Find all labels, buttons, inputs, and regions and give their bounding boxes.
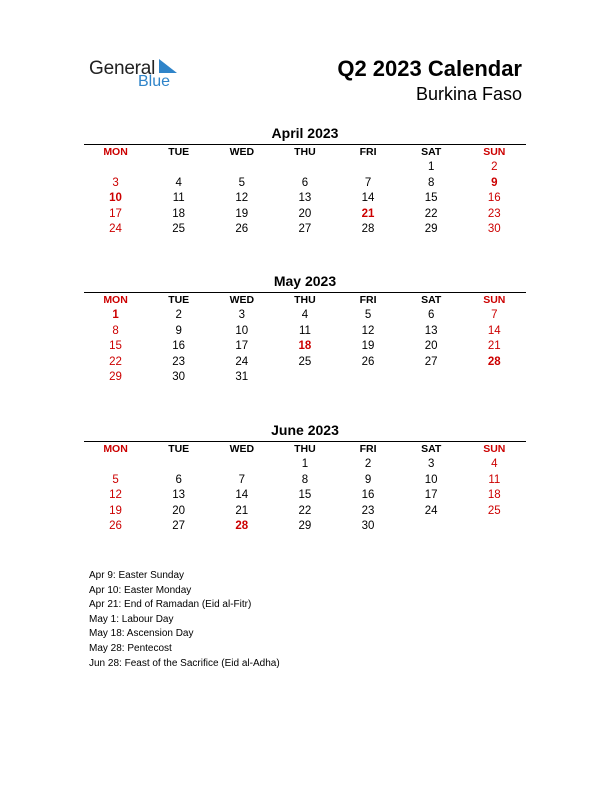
- holiday-item: May 28: Pentecost: [89, 642, 172, 654]
- day-cell: 10: [109, 192, 122, 205]
- day-cell: 16: [361, 489, 375, 502]
- day-cell: 20: [424, 340, 438, 353]
- day-cell: 3: [112, 176, 119, 189]
- weekday-header: SAT: [421, 443, 442, 455]
- holiday-item: Apr 10: Easter Monday: [89, 584, 192, 596]
- day-cell: 26: [235, 223, 249, 236]
- day-cell: 13: [298, 192, 312, 205]
- day-cell: 3: [427, 458, 435, 470]
- day-cell: 12: [361, 324, 375, 337]
- calendar-grid: [84, 293, 526, 386]
- day-cell: 2: [491, 161, 498, 173]
- weekday-header: WED: [229, 146, 255, 158]
- day-cell: 24: [424, 504, 438, 517]
- empty-day-cell: [400, 370, 463, 386]
- day-cell: 18: [298, 340, 312, 353]
- day-cell: 28: [235, 520, 249, 533]
- empty-day-cell: [337, 160, 400, 176]
- weekday-header: SUN: [483, 443, 506, 455]
- day-cell: 9: [175, 324, 182, 337]
- day-cell: 12: [109, 489, 122, 502]
- calendar-grid: [84, 145, 526, 238]
- day-cell: 29: [424, 223, 438, 236]
- day-cell: 22: [109, 355, 122, 368]
- day-cell: 15: [298, 489, 312, 502]
- day-cell: 26: [361, 355, 375, 368]
- day-cell: 22: [298, 504, 312, 517]
- day-cell: 7: [238, 473, 246, 486]
- day-cell: 4: [491, 458, 498, 470]
- weekday-header: TUE: [168, 294, 190, 306]
- day-cell: 8: [112, 324, 119, 337]
- day-cell: 14: [487, 324, 501, 337]
- day-cell: 14: [361, 192, 375, 205]
- day-cell: 4: [175, 176, 182, 189]
- month-title: April 2023: [271, 125, 339, 141]
- weekday-header: MON: [103, 146, 128, 158]
- day-cell: 11: [488, 473, 501, 486]
- day-cell: 30: [361, 520, 375, 533]
- day-cell: 17: [235, 340, 249, 353]
- day-cell: 28: [361, 223, 375, 236]
- day-cell: 16: [172, 340, 186, 353]
- day-cell: 7: [364, 176, 372, 189]
- day-cell: 9: [364, 473, 372, 486]
- weekday-header: FRI: [359, 443, 377, 455]
- day-cell: 27: [172, 520, 186, 533]
- day-cell: 18: [487, 489, 501, 502]
- day-cell: 5: [112, 473, 119, 486]
- day-cell: 7: [491, 309, 498, 321]
- day-cell: 1: [301, 458, 309, 470]
- day-cell: 12: [235, 192, 249, 205]
- day-cell: 19: [235, 207, 249, 220]
- weekday-header: THU: [294, 294, 316, 306]
- day-cell: 22: [424, 207, 438, 220]
- weekday-header: FRI: [359, 146, 377, 158]
- day-cell: 6: [175, 473, 182, 486]
- logo-triangle-icon: [159, 59, 177, 73]
- empty-day-cell: [273, 370, 336, 386]
- weekday-header: FRI: [359, 294, 377, 306]
- day-cell: 31: [235, 371, 249, 384]
- weekday-header: SUN: [483, 294, 506, 306]
- month-june: [84, 421, 526, 535]
- day-cell: 25: [172, 223, 186, 236]
- holiday-item: Apr 21: End of Ramadan (Eid al-Fitr): [89, 599, 252, 611]
- day-cell: 1: [112, 309, 119, 321]
- day-cell: 4: [301, 309, 309, 321]
- day-cell: 24: [109, 223, 122, 236]
- day-cell: 8: [427, 176, 435, 189]
- weekday-header: SUN: [483, 146, 506, 158]
- weekday-header: MON: [103, 443, 128, 455]
- day-cell: 15: [424, 192, 438, 205]
- empty-day-cell: [210, 160, 273, 176]
- day-cell: 6: [301, 176, 309, 189]
- day-cell: 21: [235, 504, 249, 517]
- holiday-list: [89, 569, 280, 671]
- calendar-grid: [84, 442, 526, 535]
- empty-day-cell: [84, 160, 147, 176]
- day-cell: 21: [487, 340, 501, 353]
- day-cell: 2: [175, 309, 182, 321]
- weekday-header: THU: [294, 146, 316, 158]
- day-cell: 30: [487, 223, 501, 236]
- day-cell: 13: [424, 324, 438, 337]
- day-cell: 15: [109, 340, 122, 353]
- month-title: June 2023: [271, 422, 339, 438]
- day-cell: 11: [172, 192, 185, 205]
- month-title: May 2023: [273, 273, 337, 289]
- weekday-header: THU: [294, 443, 316, 455]
- weekday-header: SAT: [421, 146, 442, 158]
- day-cell: 5: [238, 176, 246, 189]
- day-cell: 11: [298, 324, 311, 337]
- day-cell: 17: [109, 207, 122, 220]
- day-cell: 21: [361, 207, 375, 220]
- day-cell: 26: [109, 520, 122, 533]
- month-april: [84, 124, 526, 238]
- day-cell: 30: [172, 371, 186, 384]
- day-cell: 9: [491, 176, 498, 189]
- day-cell: 18: [172, 207, 186, 220]
- empty-day-cell: [463, 519, 526, 535]
- day-cell: 6: [427, 309, 435, 321]
- weekday-header: WED: [229, 294, 255, 306]
- empty-day-cell: [147, 160, 210, 176]
- day-cell: 2: [364, 458, 372, 470]
- day-cell: 8: [301, 473, 309, 486]
- day-cell: 23: [487, 207, 501, 220]
- day-cell: 23: [361, 504, 375, 517]
- day-cell: 27: [298, 223, 312, 236]
- weekday-header: WED: [229, 443, 255, 455]
- holiday-item: May 18: Ascension Day: [89, 628, 194, 640]
- day-cell: 29: [109, 371, 122, 384]
- holiday-item: Apr 9: Easter Sunday: [89, 570, 185, 581]
- country-subtitle: Burkina Faso: [415, 84, 522, 104]
- day-cell: 5: [364, 309, 372, 321]
- page-title: Q2 2023 Calendar: [337, 56, 522, 81]
- day-cell: 20: [298, 207, 312, 220]
- day-cell: 28: [487, 355, 501, 368]
- empty-day-cell: [337, 370, 400, 386]
- day-cell: 19: [109, 504, 122, 517]
- day-cell: 17: [424, 489, 438, 502]
- day-cell: 10: [424, 473, 438, 486]
- empty-day-cell: [84, 457, 147, 473]
- weekday-header: TUE: [168, 443, 190, 455]
- day-cell: 23: [172, 355, 186, 368]
- day-cell: 14: [235, 489, 249, 502]
- day-cell: 1: [427, 161, 435, 173]
- month-may: [84, 272, 526, 386]
- day-cell: 25: [487, 504, 501, 517]
- day-cell: 10: [235, 324, 249, 337]
- holiday-item: Jun 28: Feast of the Sacrifice (Eid al-Adha): [89, 657, 280, 669]
- day-cell: 3: [238, 309, 246, 321]
- day-cell: 27: [424, 355, 438, 368]
- logo-text-blue: Blue: [138, 73, 171, 90]
- day-cell: 16: [487, 192, 501, 205]
- empty-day-cell: [463, 370, 526, 386]
- empty-day-cell: [400, 519, 463, 535]
- empty-day-cell: [273, 160, 336, 176]
- day-cell: 25: [298, 355, 312, 368]
- holiday-item: May 1: Labour Day: [89, 613, 174, 625]
- day-cell: 13: [172, 489, 186, 502]
- day-cell: 29: [298, 520, 312, 533]
- logo-text-general: General: [89, 58, 156, 79]
- weekday-header: TUE: [168, 146, 190, 158]
- weekday-header: MON: [103, 294, 128, 306]
- day-cell: 20: [172, 504, 186, 517]
- day-cell: 24: [235, 355, 249, 368]
- empty-day-cell: [210, 457, 273, 473]
- empty-day-cell: [147, 457, 210, 473]
- day-cell: 19: [361, 340, 375, 353]
- weekday-header: SAT: [421, 294, 442, 306]
- generalblue-logo: [89, 56, 189, 96]
